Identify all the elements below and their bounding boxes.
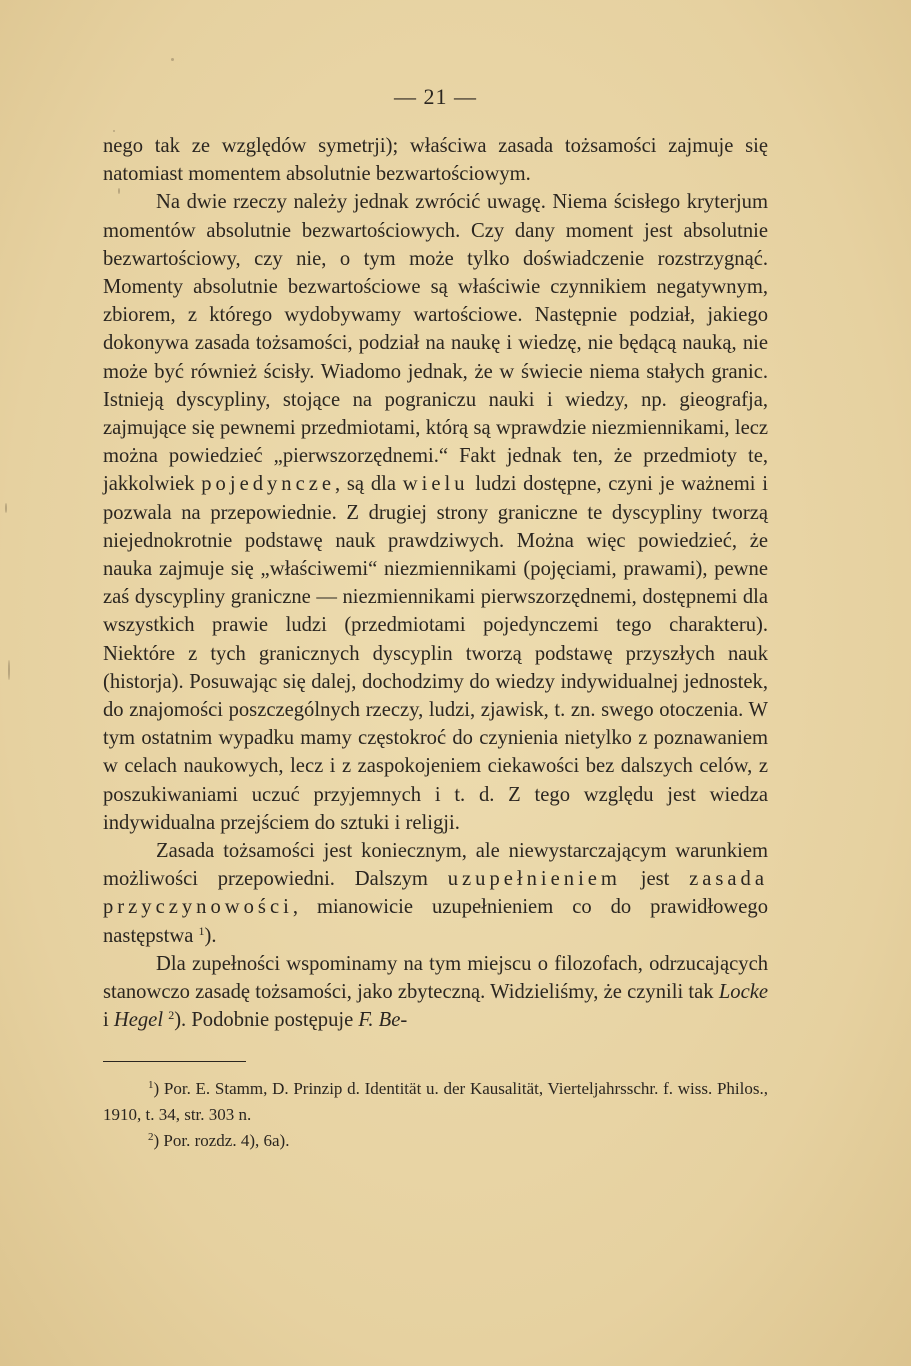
- footnote-mark: 2: [148, 1130, 154, 1143]
- footnote-reference: 1: [198, 923, 205, 938]
- text-run: Na dwie rzeczy należy jednak zwrócić uwagę. Niema ścisłego kryterjum momentów absolutnie bezwartościowych. Czy dany moment jest absolutnie bezwartościowy, czy nie, o tym może tylko doświadczenie rozstrzygnąć. Momenty absolutnie bezwartościowe są właściwie czynnikiem negatywnym, zbiorem, z którego wydobywamy wartościowe. Następnie podział, jakiego dokonywa zasada tożsamości, podział na naukę i wiedzę, nie będącą nauką, nie może być również ścisły. Wiadomo jednak, że w świecie niema stałych granic. Istnieją dyscypliny, stojące na pograniczu nauki i wiedzy, np. gieografja, zajmujące się pewnemi przedmiotami, którą są wprawdzie niezmiennikami, lecz można powiedzieć „pierwszorzędnemi.“ Fakt jednak ten, że przedmioty te, jakkolwiek: [103, 191, 768, 496]
- footnotes: [103, 1076, 768, 1154]
- text-run: jest: [620, 868, 690, 891]
- text-run: nego tak ze względów symetrji); właściwa zasada tożsamości zajmuje się natomiast momentem absolutnie bezwartościowym.: [103, 135, 768, 186]
- body-text: [103, 132, 768, 1035]
- spaced-emphasis: wielu: [402, 473, 469, 496]
- text-run: ).: [204, 924, 217, 947]
- text-run: , mianowicie uzupełnieniem co do prawidłowego następstwa: [103, 896, 768, 947]
- footnote-rule: [103, 1061, 246, 1062]
- footnote-reference: 2: [168, 1008, 175, 1023]
- spaced-emphasis: zasada przyczynowości: [103, 868, 768, 919]
- text-run: Zasada tożsamości jest koniecznym, ale niewystarczającym warunkiem możliwości przepowiedni. Dalszym: [103, 840, 768, 891]
- book-page: [103, 82, 768, 1154]
- paragraph: [103, 132, 768, 188]
- italic-name: Locke: [718, 981, 768, 1004]
- spaced-emphasis: uzupełnieniem: [447, 868, 621, 891]
- spaced-emphasis: pojedyncze: [201, 473, 336, 496]
- paragraph: [103, 837, 768, 950]
- italic-name: Hegel: [113, 1009, 164, 1032]
- text-run: , są dla: [335, 473, 403, 496]
- italic-name: F. Be-: [358, 1009, 408, 1032]
- text-run: ludzi dostępne, czyni je ważnemi i pozwala na przepowiednie. Z drugiej strony graniczne te dyscypliny tworzą niejednokrotnie podstawę nauk prawdziwych. Można więc powiedzieć, że nauka zajmuje się „właściwemi“ niezmiennikami (pojęciami, prawami), pewne zaś dyscypliny graniczne — niezmiennikami pierwszorzędnemi, dostępnemi dla wszystkich prawie ludzi (przedmiotami pojedynczemi tego charakteru). Niektóre z tych granicznych dyscyplin tworzą podstawę przyszłych nauk (historja). Posuwając się dalej, dochodzimy do wiedzy indywidualnej jednostek, do znajomości poszczególnych rzeczy, ludzi, zjawisk, t. zn. swego otoczenia. W tym ostatnim wypadku mamy częstokroć do czynienia nietylko z poznawaniem w celach naukowych, lecz i z zaspokojeniem ciekawości bez dalszych celów, z poszukiwaniami uczuć przyjemnych i t. d. Z tego względu jest wiedza indywidualna przejściem do sztuki i religji.: [103, 473, 768, 834]
- text-run: Dla zupełności wspominamy na tym miejscu o filozofach, odrzucających stanowczo zasadę tożsamości, jako zbyteczną. Widzieliśmy, że czynili tak: [103, 952, 768, 1004]
- page-number: — 21 —: [394, 84, 477, 109]
- footnote-mark: 1: [148, 1078, 154, 1091]
- paragraph: [103, 188, 768, 837]
- footnote-text: ) Por. rozdz. 4), 6a).: [153, 1130, 290, 1150]
- footnote: [103, 1128, 768, 1154]
- text-run: ). Podobnie postępuje: [174, 1009, 359, 1032]
- footnote-text: ) Por. E. Stamm, D. Prinzip d. Identität u. der Kausalität, Vierteljahrsschr. f. wiss. Philos., 1910, t. 34, str. 303 n.: [103, 1078, 768, 1124]
- paragraph: [103, 950, 768, 1035]
- text-run: i: [103, 1009, 114, 1032]
- footnote: [103, 1076, 768, 1128]
